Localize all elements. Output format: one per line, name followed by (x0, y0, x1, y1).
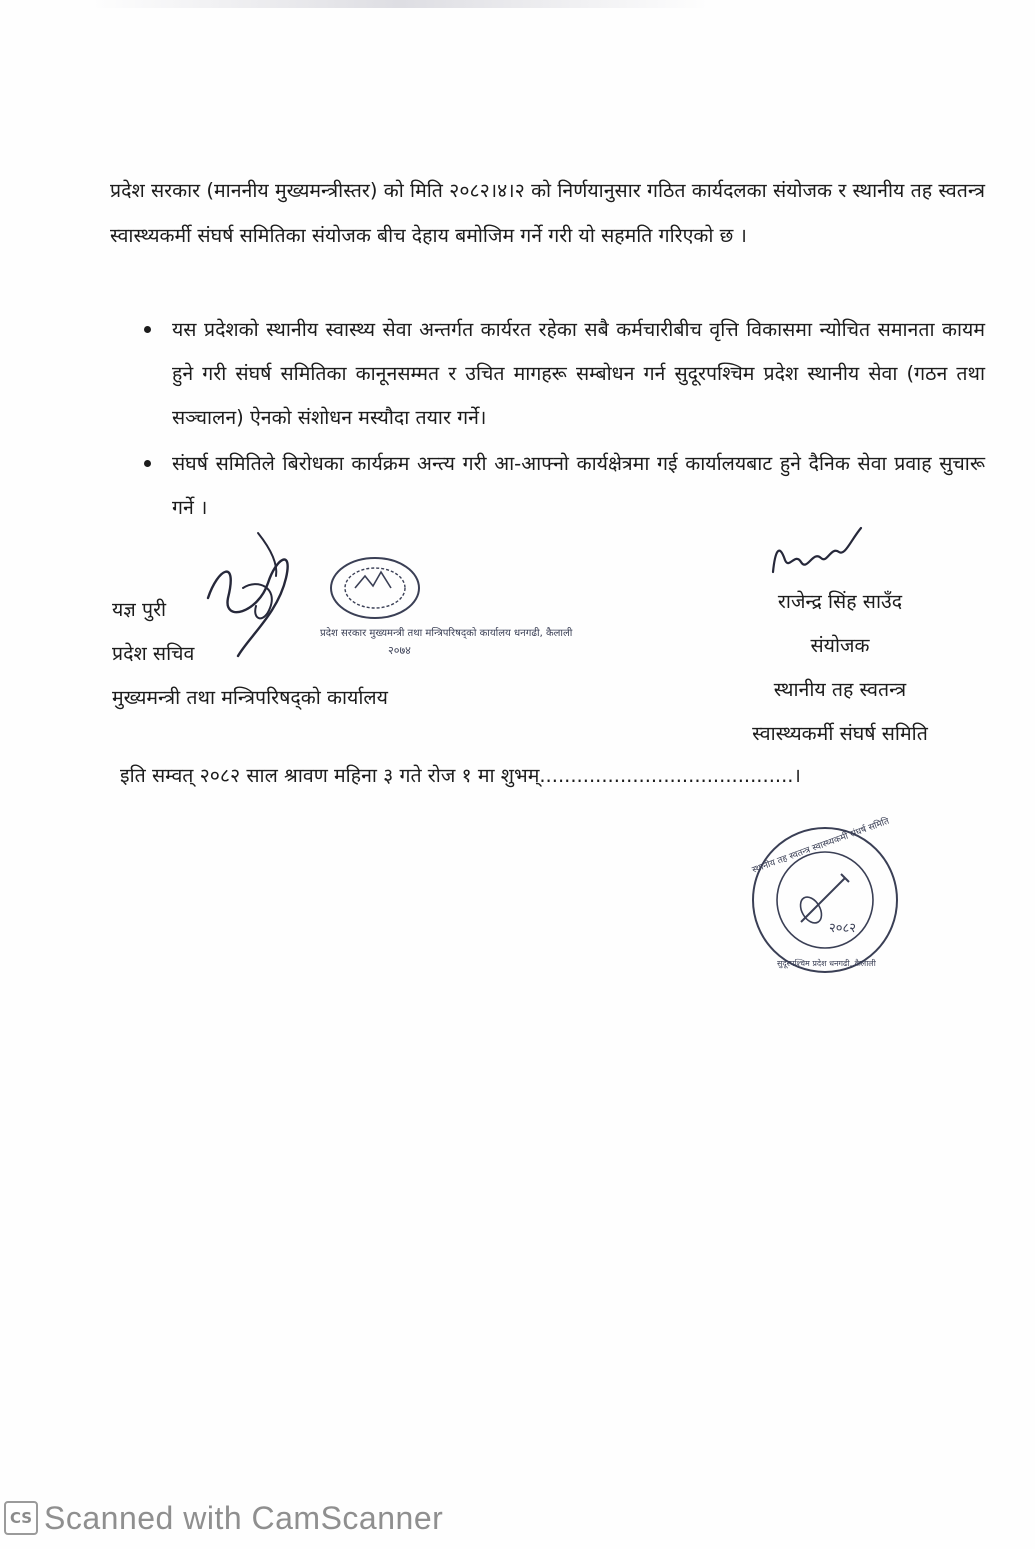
camscanner-watermark (4, 1494, 443, 1542)
seal-left-ring-text: प्रदेश सरकार मुख्यमन्त्री तथा मन्त्रिपरिषद्को कार्यालय धनगढी, कैलाली (320, 628, 573, 639)
seal-left-year: २०७४ (388, 644, 411, 657)
agreement-point-2 (140, 442, 985, 530)
signatory-left-name: यज्ञ पुरी (112, 598, 167, 621)
signatory-left (112, 588, 388, 720)
signatory-right-org-line1: स्थानीय तह स्वतन्त्र (773, 678, 907, 701)
closing-line: इति सम्वत् २०८२ साल श्रावण महिना ३ गते रोज १ मा शुभम्.........................................। (120, 764, 801, 787)
agreement-point-text: यस प्रदेशको स्थानीय स्वास्थ्य सेवा अन्तर्गत कार्यरत रहेका सबै कर्मचारीबीच वृत्ति विकासमा न्योचित समानता कायम हुने गरी संघर्ष समितिका कानूनसम्मत र उचित मागहरू सम्बोधन गर्न सुदूरपश्चिम प्रदेश स्थानीय सेवा (गठन तथा सञ्चालन) ऐनको संशोधन मस्यौदा तयार गर्ने। (172, 318, 985, 429)
bullet-icon (144, 326, 151, 333)
camscanner-logo-icon: CS (4, 1501, 38, 1535)
bullet-icon (144, 460, 151, 467)
signatory-left-title: प्रदेश सचिव (112, 642, 195, 665)
signatory-right (700, 580, 980, 756)
seal-right-year: २०८२ (829, 921, 857, 936)
agreement-points (140, 308, 985, 532)
intro-paragraph: प्रदेश सरकार (माननीय मुख्यमन्त्रीस्तर) को मिति २०८२।४।२ को निर्णयानुसार गठित कार्यदलका संयोजक र स्थानीय तह स्वतन्त्र स्वास्थ्यकर्मी संघर्ष समितिका संयोजक बीच देहाय बमोजिम गर्ने गरी यो सहमति गरिएको छ । (110, 179, 985, 247)
signatory-left-office: मुख्यमन्त्री तथा मन्त्रिपरिषद्को कार्यालय (112, 686, 388, 709)
seal-right-ring-text: स्थानीय तह स्वतन्त्र स्वास्थ्यकर्मी संघर्ष समिति (751, 816, 891, 876)
signatory-right-org-line2: स्वास्थ्यकर्मी संघर्ष समिति (752, 722, 928, 745)
committee-seal-right (745, 816, 905, 980)
signatory-right-title: संयोजक (810, 634, 870, 657)
watermark-text: Scanned with CamScanner (44, 1499, 444, 1536)
agreement-point-text: संघर्ष समितिले बिरोधका कार्यक्रम अन्त्य गरी आ-आफ्नो कार्यक्षेत्रमा गई कार्यालयबाट हुने दैनिक सेवा प्रवाह सुचारू गर्ने । (172, 452, 985, 519)
scan-artifact (90, 0, 710, 8)
signatory-right-name: राजेन्द्र सिंह साउँद (777, 590, 903, 613)
seal-right-bottom-text: सुदूरपश्चिम प्रदेश धनगढी, कैलाली (777, 959, 876, 968)
signature-right-icon (765, 522, 875, 582)
agreement-point-1 (140, 308, 985, 440)
